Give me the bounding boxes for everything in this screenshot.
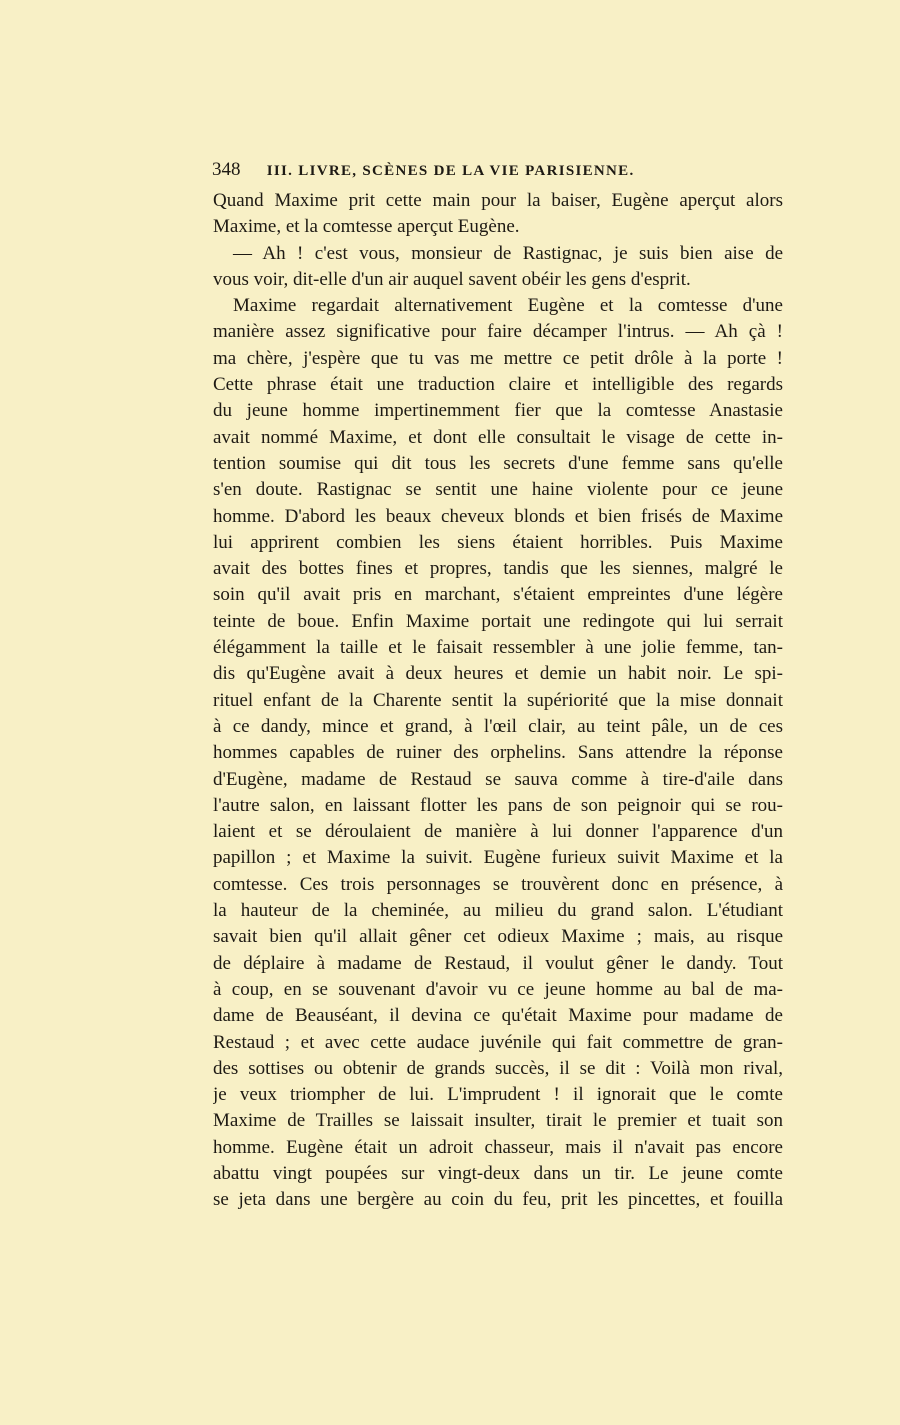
text-line: élégamment la taille et le faisait ressembler à une jolie femme, tan- — [213, 637, 783, 659]
text-line: Quand Maxime prit cette main pour la baiser, Eugène aperçut alors — [213, 190, 783, 211]
page-number: 348 — [212, 159, 241, 180]
text-line: avait nommé Maxime, et dont elle consultait le visage de cette in- — [213, 426, 783, 448]
text-line: rituel enfant de la Charente sentit la supériorité que la mise donnait — [213, 689, 783, 711]
text-line: du jeune homme impertinemment fier que la comtesse Anastasie — [213, 400, 783, 422]
text-line: vous voir, dit-elle d'un air auquel savent obéir les gens d'esprit. — [213, 268, 691, 290]
text-line: Restaud ; et avec cette audace juvénile qui fait commettre de gran- — [213, 1031, 783, 1053]
text-line: se jeta dans une bergère au coin du feu, prit les pincettes, et fouilla — [213, 1189, 783, 1211]
text-line: Maxime de Trailles se laissait insulter, tirait le premier et tuait son — [213, 1110, 783, 1132]
text-line: hommes capables de ruiner des orphelins. Sans attendre la réponse — [213, 742, 783, 764]
text-line: s'en doute. Rastignac se sentit une haine violente pour ce jeune — [213, 479, 783, 501]
text-line: soin qu'il avait pris en marchant, s'étaient empreintes d'une légère — [213, 584, 783, 606]
text-line: avait des bottes fines et propres, tandis que les siennes, malgré le — [213, 558, 783, 580]
running-header — [212, 157, 712, 183]
text-line: à coup, en se souvenant d'avoir vu ce jeune homme au bal de ma- — [213, 978, 783, 1000]
text-line: dis qu'Eugène avait à deux heures et demie un habit noir. Le spi- — [213, 663, 783, 685]
text-line: — Ah ! c'est vous, monsieur de Rastignac, je suis bien aise de — [233, 242, 783, 264]
running-title: III. LIVRE, SCÈNES DE LA VIE PARISIENNE. — [266, 163, 635, 179]
text-line: comtesse. Ces trois personnages se trouvèrent donc en présence, à — [213, 873, 783, 895]
text-line: d'Eugène, madame de Restaud se sauva comme à tire-d'aile dans — [213, 768, 783, 790]
text-line: Cette phrase était une traduction claire et intelligible des regards — [213, 374, 783, 396]
text-line: de déplaire à madame de Restaud, il voulut gêner le dandy. Tout — [213, 952, 783, 974]
text-line: papillon ; et Maxime la suivit. Eugène furieux suivit Maxime et la — [213, 847, 783, 869]
text-line: homme. Eugène était un adroit chasseur, mais il n'avait pas encore — [213, 1136, 783, 1158]
text-line: Maxime regardait alternativement Eugène et la comtesse d'une — [233, 295, 783, 317]
page-body-text — [213, 188, 783, 1214]
text-line: à ce dandy, mince et grand, à l'œil clair, au teint pâle, un de ces — [213, 715, 783, 737]
text-line: manière assez significative pour faire décamper l'intrus. — Ah çà ! — [213, 321, 783, 343]
text-line: savait bien qu'il allait gêner cet odieux Maxime ; mais, au risque — [213, 926, 783, 948]
text-line: laient et se déroulaient de manière à lui donner l'apparence d'un — [213, 821, 783, 843]
text-line: la hauteur de la cheminée, au milieu du grand salon. L'étudiant — [213, 900, 783, 922]
text-line: homme. D'abord les beaux cheveux blonds et bien frisés de Maxime — [213, 505, 783, 527]
text-line: lui apprirent combien les siens étaient horribles. Puis Maxime — [213, 531, 783, 553]
text-line: dame de Beauséant, il devina ce qu'était Maxime pour madame de — [213, 1005, 783, 1027]
text-line: Maxime, et la comtesse aperçut Eugène. — [213, 216, 520, 238]
text-line: teinte de boue. Enfin Maxime portait une redingote qui lui serrait — [213, 610, 783, 632]
text-line: ma chère, j'espère que tu vas me mettre ce petit drôle à la porte ! — [213, 347, 783, 369]
text-line: des sottises ou obtenir de grands succès, il se dit : Voilà mon rival, — [213, 1057, 783, 1079]
text-line: abattu vingt poupées sur vingt-deux dans un tir. Le jeune comte — [213, 1162, 783, 1184]
text-line: je veux triompher de lui. L'imprudent ! il ignorait que le comte — [213, 1084, 783, 1106]
text-line: l'autre salon, en laissant flotter les pans de son peignoir qui se rou- — [213, 794, 783, 816]
text-line: tention soumise qui dit tous les secrets d'une femme sans qu'elle — [213, 452, 783, 474]
